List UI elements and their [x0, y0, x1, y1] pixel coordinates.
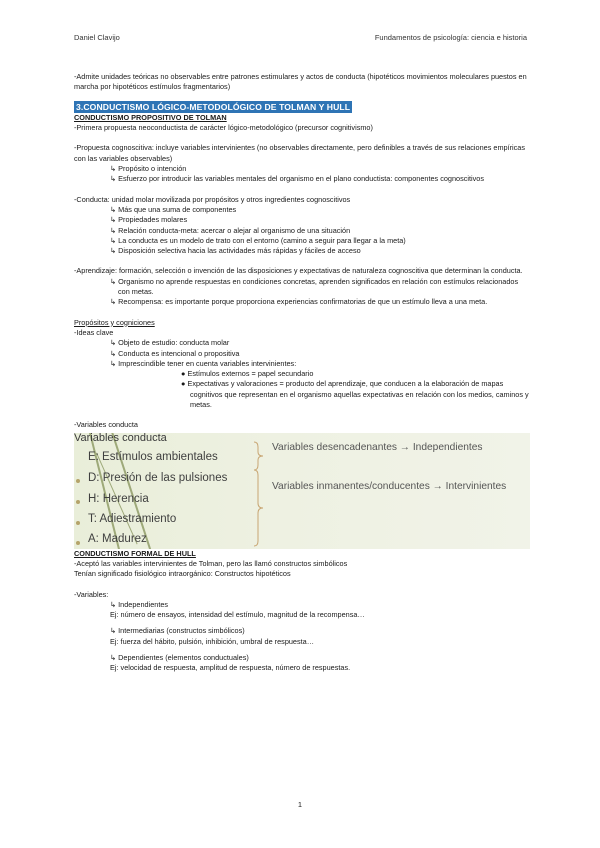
ideas-item: ↳ Imprescindible tener en cuenta variables intervinientes:: [110, 358, 297, 368]
aprendizaje-item: ↳ Recompensa: es importante porque proporciona experiencias confirmatorias de que un estímulo lleva a una meta.: [110, 297, 488, 307]
arrow-icon: ↳: [110, 297, 117, 307]
figure-item: A: Madurez: [88, 532, 147, 545]
arrow-icon: ↳: [110, 338, 117, 348]
figure-title: Variables conducta: [74, 432, 167, 444]
arrow-icon: ↳: [110, 276, 117, 286]
arrow-icon: ↳: [110, 652, 117, 662]
hull-heading: CONDUCTISMO FORMAL DE HULL: [74, 548, 196, 558]
bullet-icon: ●: [181, 369, 186, 379]
variables-conducta: -Variables conducta: [74, 420, 138, 430]
arrow-icon: ↳: [110, 348, 117, 358]
figure-dot: [76, 541, 80, 545]
brace-independientes: [252, 441, 264, 471]
ideas-item: ↳ Conducta es intencional o propositiva: [110, 348, 240, 358]
header-author: Daniel Clavijo: [74, 33, 120, 42]
ideas-item: ↳ Objeto de estudio: conducta molar: [110, 338, 230, 348]
bullet-icon: ●: [181, 379, 186, 389]
brace-intervinientes: [252, 469, 264, 547]
hull-line1: -Aceptó las variables intervinientes de Tolman, pero las llamó constructos simbólicos: [74, 558, 348, 568]
hull-variable-title: ↳ Intermediarias (constructos simbólicos): [110, 626, 245, 636]
figure-dot: [76, 521, 80, 525]
propositos-heading: Propósitos y cogniciones: [74, 317, 155, 327]
figure-item: H: Herencia: [88, 492, 149, 505]
document-body: [74, 72, 530, 674]
ideas-bullet: ● Expectativas y valoraciones = producto del aprendizaje, que conducen a la elaboración de mapas cognitivos que representan en el organismo aquellas expectativas en relación con los medios, caminos y metas.: [181, 379, 529, 410]
section-title-wrapper: [74, 99, 530, 113]
arrow-icon: ↳: [110, 235, 117, 245]
ideas-bullet: ● Estímulos externos = papel secundario: [181, 369, 314, 379]
figure-item: T: Adiestramiento: [88, 512, 177, 525]
arrow-icon: ↳: [110, 215, 117, 225]
variables-figure: [74, 433, 530, 549]
hull-variable-example: Ej: fuerza del hábito, pulsión, inhibición, umbral de respuesta…: [110, 636, 315, 646]
arrow-icon: ↳: [110, 174, 117, 184]
label-independientes: Variables desencadenantes → Independientes: [272, 441, 483, 453]
tolman-heading: CONDUCTISMO PROPOSITIVO DE TOLMAN: [74, 112, 227, 122]
figure-dot: [76, 500, 80, 504]
tolman-propuesta: -Propuesta cognoscitiva: incluye variables intervinientes (no observables directamente, pero definibles a través de sus relaciones empíricas con las variables observables): [74, 143, 526, 163]
hull-variable-example: Ej: velocidad de respuesta, amplitud de respuesta, número de respuestas.: [110, 663, 351, 673]
arrow-icon: ↳: [110, 225, 117, 235]
hull-variable-title: ↳ Independientes: [110, 599, 169, 609]
conducta-item: ↳ Relación conducta-meta: acercar o alejar al organismo de una situación: [110, 225, 351, 235]
hull-variable-title: ↳ Dependientes (elementos conductuales): [110, 652, 249, 662]
arrow-icon: ↳: [110, 599, 117, 609]
conducta-item: ↳ Propiedades molares: [110, 215, 188, 225]
header-subject: Fundamentos de psicología: ciencia e historia: [374, 33, 527, 42]
tolman-aprendizaje: -Aprendizaje: formación, selección o invención de las disposiciones y expectativas de naturaleza cognoscitiva que determinan la conducta.: [74, 266, 523, 276]
intro-line: -Admite unidades teóricas no observables entre patrones estimulares y actos de conducta (hipotéticos movimientos moleculares puestos en marcha por hipotéticos estímulos fragmentarios): [74, 72, 527, 92]
hull-line2: Tenían significado fisiológico intraorgánico: Constructos hipotéticos: [74, 569, 291, 579]
aprendizaje-item: ↳ Organismo no aprende respuestas en condiciones concretas, aprenden significados en relación con estímulos relacionados con metas.: [110, 276, 519, 297]
hull-variable-example: Ej: número de ensayos, intensidad del estímulo, magnitud de la recompensa…: [110, 610, 365, 620]
page-number: 1: [297, 800, 303, 809]
arrow-icon: ↳: [110, 164, 117, 174]
figure-dot: [76, 479, 80, 483]
arrow-icon: ↳: [110, 204, 117, 214]
hull-variables: -Variables:: [74, 589, 109, 599]
propuesta-item: ↳ Propósito o intención: [110, 164, 187, 174]
propuesta-item: ↳ Esfuerzo por introducir las variables mentales del organismo en el plano conductista: componentes cognoscitivos: [110, 174, 485, 184]
conducta-item: ↳ La conducta es un modelo de trato con el entorno (camino a seguir para llegar a la meta): [110, 235, 406, 245]
arrow-icon: ↳: [110, 358, 117, 368]
figure-item: E: Estímulos ambientales: [88, 450, 218, 463]
section-title: 3.CONDUCTISMO LÓGICO-METODOLÓGICO DE TOLMAN Y HULL: [76, 101, 351, 112]
label-intervinientes: Variables inmanentes/conducentes → Intervinientes: [272, 480, 507, 492]
arrow-icon: ↳: [110, 246, 117, 256]
arrow-icon: ↳: [110, 626, 117, 636]
ideas-clave: -Ideas clave: [74, 327, 114, 337]
tolman-conducta: -Conducta: unidad molar movilizada por propósitos y otros ingredientes cognoscitivos: [74, 194, 351, 204]
conducta-item: ↳ Más que una suma de componentes: [110, 204, 237, 214]
tolman-first: -Primera propuesta neoconductista de carácter lógico-metodológico (precursor cognitivismo): [74, 123, 373, 133]
conducta-item: ↳ Disposición selectiva hacia las actividades más rápidas y fáciles de acceso: [110, 246, 361, 256]
figure-item: D: Presión de las pulsiones: [88, 471, 228, 484]
